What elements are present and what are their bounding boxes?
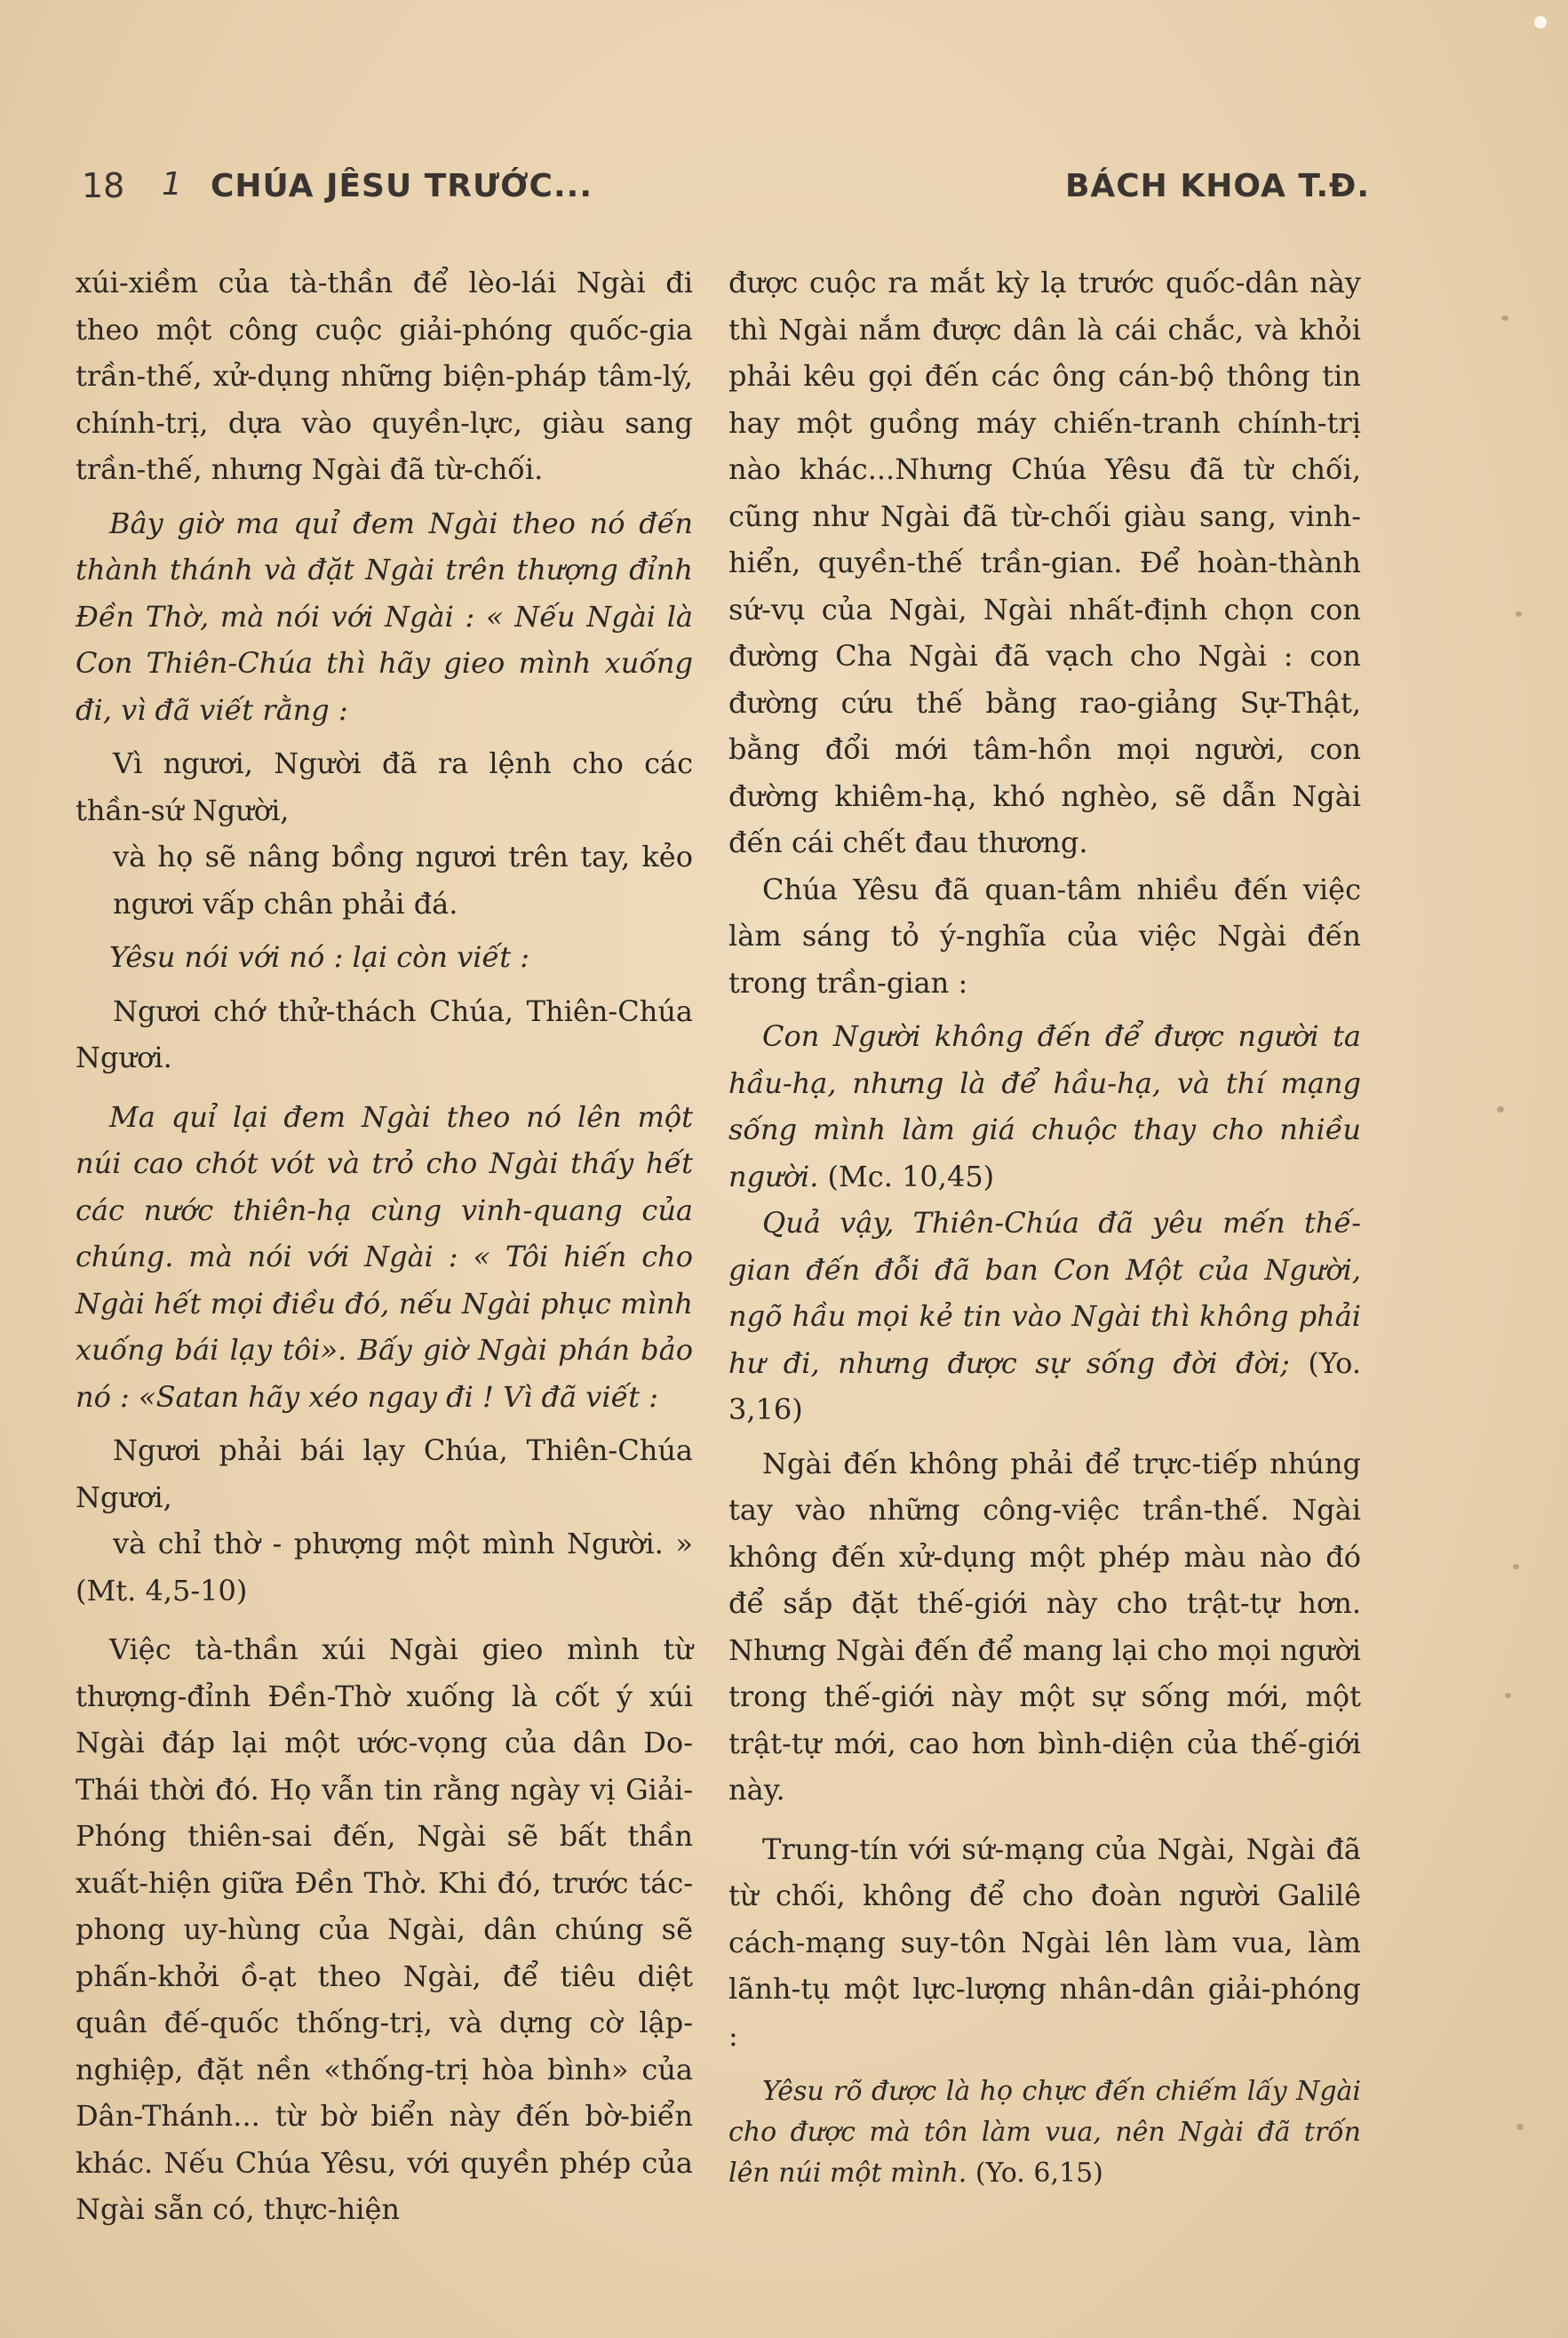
paper-speck xyxy=(1516,2124,1524,2130)
scripture-text: Quả vậy, Thiên-Chúa đã yêu mến thế-gian đến đỗi đã ban Con Một của Người, ngõ hầu mọi kẻ tin vào Ngài thì không phải hư đi, nhưng được sự sống đời đời; xyxy=(728,1206,1361,1380)
scripture-text: Con Người không đến để được người ta hầu-hạ, nhưng là để hầu-hạ, và thí mạng sống mình làm giá chuộc thay cho nhiều người. xyxy=(728,1019,1361,1193)
paragraph: Chúa Yêsu đã quan-tâm nhiều đến việc làm sáng tỏ ý-nghĩa của việc Ngài đến trong trần-gian : xyxy=(728,872,1361,1000)
left-column xyxy=(76,259,693,2233)
scripture-passage xyxy=(728,1013,1361,1200)
paper-speck xyxy=(1513,1564,1519,1569)
scripture-text: Yêsu rõ được là họ chực đến chiếm lấy Ngài cho được mà tôn làm vua, nên Ngài đã trốn lên núi một mình. xyxy=(728,2076,1361,2189)
scripture-reference: (Yo. 6,15) xyxy=(975,2158,1103,2189)
scripture-quote: Vì ngươi, Người đã ra lệnh cho các thần-sứ Người, xyxy=(76,746,693,827)
paragraph: xúi-xiềm của tà-thần để lèo-lái Ngài đi theo một công cuộc giải-phóng quốc-gia trần-thế, xử-dụng những biện-pháp tâm-lý, chính-trị, dựa vào quyền-lực, giàu sang trần-thế, nhưng Ngài đã từ-chối. xyxy=(76,266,693,486)
page-number: 18 xyxy=(82,166,125,205)
scripture-quote: và họ sẽ nâng bồng ngươi trên tay, kẻo ngươi vấp chân phải đá. xyxy=(113,840,693,921)
scripture-passage xyxy=(728,2071,1361,2194)
page-header xyxy=(82,163,1370,216)
paragraph: Việc tà-thần xúi Ngài gieo mình từ thượng-đỉnh Đền-Thờ xuống là cốt ý xúi Ngài đáp lại một ước-vọng của dân Do-Thái thời đó. Họ vẫn tin rằng ngày vị Giải-Phóng thiên-sai đến, Ngài sẽ bất thần xuất-hiện giữa Đền Thờ. Khi đó, trước tác-phong uy-hùng của Ngài, dân chúng sẽ phấn-khởi ồ-ạt theo Ngài, để tiêu diệt quân đế-quốc thống-trị, và dựng cờ lập-nghiệp, đặt nền «thống-trị hòa bình» của Dân-Thánh... từ bờ biển này đến bờ-biển khác. Nếu Chúa Yêsu, với quyền phép của Ngài sẵn có, thực-hiện xyxy=(76,1632,693,2226)
right-column xyxy=(728,259,1361,2194)
scripture-quote: Ngươi phải bái lạy Chúa, Thiên-Chúa Ngươi, xyxy=(76,1433,693,1514)
scripture-reference: (Yo. 3,16) xyxy=(728,1345,1362,1426)
scripture-passage xyxy=(728,1200,1361,1433)
paper-speck xyxy=(1501,315,1508,321)
scripture-passage: Bây giờ ma quỉ đem Ngài theo nó đến thành thánh và đặt Ngài trên thượng đỉnh Đền Thờ, mà nói với Ngài : « Nếu Ngài là Con Thiên-Chúa thì hãy gieo mình xuống đi, vì đã viết rằng : xyxy=(76,506,693,727)
scripture-passage: Yêsu nói với nó : lại còn viết : xyxy=(109,940,530,974)
paper-speck xyxy=(1516,611,1522,617)
paragraph: Trung-tín với sứ-mạng của Ngài, Ngài đã từ chối, không để cho đoàn người Galilê cách-mạng suy-tôn Ngài lên làm vua, làm lãnh-tụ một lực-lượng nhân-dân giải-phóng : xyxy=(728,1831,1361,2053)
paper-speck xyxy=(1497,1106,1504,1113)
paper-speck xyxy=(1505,1693,1511,1698)
header-separator: 1 xyxy=(162,166,182,203)
scripture-quote: Ngươi chớ thử-thách Chúa, Thiên-Chúa Ngươi. xyxy=(76,993,693,1074)
scripture-passage: Ma quỉ lại đem Ngài theo nó lên một núi cao chót vót và trỏ cho Ngài thấy hết các nước thiên-hạ cùng vinh-quang của chúng. mà nói với Ngài : « Tôi hiến cho Ngài hết mọi điều đó, nếu Ngài phục mình xuống bái lạy tôi». Bấy giờ Ngài phán bảo nó : «Satan hãy xéo ngay đi ! Vì đã viết : xyxy=(76,1099,693,1414)
paper-speck xyxy=(1534,16,1547,28)
paragraph: được cuộc ra mắt kỳ lạ trước quốc-dân này thì Ngài nắm được dân là cái chắc, và khỏi phải kêu gọi đến các ông cán-bộ thông tin hay một guồng máy chiến-tranh chính-trị nào khác...Nhưng Chúa Yêsu đã từ chối, cũng như Ngài đã từ-chối giàu sang, vinh-hiển, quyền-thế trần-gian. Để hoàn-thành sứ-vụ của Ngài, Ngài nhất-định chọn con đường Cha Ngài đã vạch cho Ngài : con đường cứu thế bằng rao-giảng Sự-Thật, bằng đổi mới tâm-hồn mọi người, con đường khiêm-hạ, khó nghèo, sẽ dẫn Ngài đến cái chết đau thương. xyxy=(728,266,1361,859)
scripture-quote: và chỉ thờ - phượng một mình Người. » (Mt. 4,5-10) xyxy=(76,1527,693,1608)
magazine-title: BÁCH KHOA T.Đ. xyxy=(1064,168,1370,204)
scripture-reference: (Mc. 10,45) xyxy=(827,1159,995,1193)
paragraph: Ngài đến không phải để trực-tiếp nhúng tay vào những công-việc trần-thế. Ngài không đến xử-dụng một phép màu nào đó để sắp đặt thế-giới này cho trật-tự hơn. Nhưng Ngài đến để mang lại cho mọi người trong thế-giới này một sự sống mới, một trật-tự mới, cao hơn bình-diện của thế-giới này. xyxy=(728,1446,1361,1807)
running-title: CHÚA JÊSU TRƯỚC... xyxy=(211,168,593,204)
